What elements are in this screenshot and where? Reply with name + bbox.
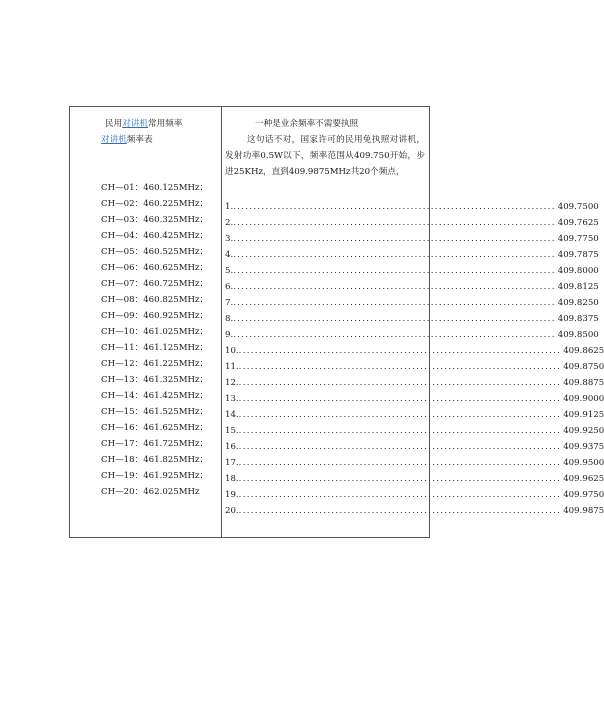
frequency-number: 13.	[225, 394, 239, 404]
channel-item: CH—11：461.125MHz；	[101, 343, 209, 353]
column-divider	[221, 106, 222, 538]
dot-leader: ................................................................................	[233, 234, 556, 244]
frequency-value: 409.7500	[557, 202, 599, 212]
frequency-item	[225, 423, 604, 439]
channel-item: CH—19：461.925MHz；	[101, 471, 209, 481]
frequency-number: 20.	[225, 506, 239, 516]
channel-item: CH—16：461.625MHz；	[101, 423, 209, 433]
channel-item: CH—06：460.625MHz；	[101, 263, 209, 273]
dot-leader: ................................................................................	[233, 266, 556, 276]
frequency-number: 15.	[225, 426, 239, 436]
frequency-value: 409.9500	[563, 458, 604, 468]
dot-leader: ................................................................................	[233, 202, 556, 212]
frequency-item	[225, 279, 599, 295]
left-column	[101, 116, 217, 500]
frequency-item	[225, 471, 604, 487]
frequency-item	[225, 327, 599, 343]
channel-item: CH—20：462.025MHz	[101, 487, 200, 497]
frequency-number: 2.	[225, 218, 234, 228]
channel-item: CH—17：461.725MHz；	[101, 439, 209, 449]
frequency-number: 6.	[225, 282, 234, 292]
frequency-item	[225, 503, 604, 519]
dot-leader: ................................................................................	[233, 330, 556, 340]
frequency-item	[225, 343, 604, 359]
channel-item: CH—14：461.425MHz；	[101, 391, 209, 401]
frequency-number: 16.	[225, 442, 239, 452]
dot-leader: ................................................................................	[238, 426, 562, 436]
frequency-number: 11.	[225, 362, 239, 372]
channel-item: CH—09：460.925MHz；	[101, 311, 209, 321]
dot-leader: ................................................................................	[238, 490, 562, 500]
frequency-number: 4.	[225, 250, 234, 260]
channel-item: CH—15：461.525MHz；	[101, 407, 209, 417]
frequency-list	[225, 199, 604, 519]
left-heading: 民用对讲机常用频率	[105, 119, 183, 129]
channel-item: CH—04：460.425MHz；	[101, 231, 209, 241]
frequency-item	[225, 455, 604, 471]
frequency-value: 409.8250	[557, 298, 599, 308]
channel-item: CH—18：461.825MHz；	[101, 455, 209, 465]
frequency-value: 409.8125	[557, 282, 599, 292]
channel-item: CH—07：460.725MHz；	[101, 279, 209, 289]
frequency-value: 409.9375	[563, 442, 604, 452]
frequency-value: 409.9750	[563, 490, 604, 500]
frequency-item	[225, 215, 599, 231]
channel-item: CH—08：460.825MHz；	[101, 295, 209, 305]
frequency-value: 409.9000	[563, 394, 604, 404]
channel-item: CH—03：460.325MHz；	[101, 215, 209, 225]
frequency-item	[225, 247, 599, 263]
right-title: 一种是业余频率不需要执照	[255, 119, 359, 129]
dot-leader: ................................................................................	[233, 314, 556, 324]
frequency-item	[225, 439, 604, 455]
channel-item: CH—05：460.525MHz；	[101, 247, 209, 257]
dot-leader: ................................................................................	[238, 410, 562, 420]
right-column	[225, 116, 425, 180]
frequency-number: 7.	[225, 298, 234, 308]
frequency-value: 409.7750	[557, 234, 599, 244]
frequency-item	[225, 407, 604, 423]
frequency-number: 1.	[225, 202, 234, 212]
frequency-value: 409.8875	[563, 378, 604, 388]
dot-leader: ................................................................................	[238, 458, 562, 468]
channel-item: CH—10：461.025MHz；	[101, 327, 209, 337]
frequency-item	[225, 263, 599, 279]
dot-leader: ................................................................................	[238, 346, 562, 356]
dot-leader: ................................................................................	[233, 298, 556, 308]
frequency-value: 409.8375	[557, 314, 599, 324]
channel-item: CH—02：460.225MHz；	[101, 199, 209, 209]
dot-leader: ................................................................................	[238, 442, 562, 452]
walkie-talkie-link[interactable]: 对讲机	[122, 119, 148, 129]
frequency-number: 12.	[225, 378, 239, 388]
dot-leader: ................................................................................	[238, 474, 562, 484]
frequency-number: 19.	[225, 490, 239, 500]
frequency-item	[225, 199, 599, 215]
frequency-item	[225, 311, 599, 327]
frequency-number: 8.	[225, 314, 234, 324]
frequency-item	[225, 487, 604, 503]
frequency-number: 9.	[225, 330, 234, 340]
right-paragraph: 这句话不对，国家许可的民用免执照对讲机，发射功率0.5W以下，频率范围从409.750开始，步进25KHz，直到409.9875MHz共20个频点，	[225, 135, 425, 177]
channel-item: CH—13：461.325MHz；	[101, 375, 209, 385]
left-subheading: 对讲机频率表	[101, 135, 153, 145]
frequency-item	[225, 391, 604, 407]
frequency-value: 409.7875	[557, 250, 599, 260]
frequency-value: 409.9875	[563, 506, 604, 516]
walkie-talkie-link-2[interactable]: 对讲机	[101, 135, 127, 145]
channel-item: CH—12：461.225MHz；	[101, 359, 209, 369]
dot-leader: ................................................................................	[238, 394, 562, 404]
channel-item: CH—01：460.125MHz；	[101, 183, 209, 193]
frequency-value: 409.9125	[563, 410, 604, 420]
frequency-value: 409.8500	[557, 330, 599, 340]
frequency-value: 409.7625	[557, 218, 599, 228]
frequency-number: 18.	[225, 474, 239, 484]
frequency-number: 17.	[225, 458, 239, 468]
frequency-item	[225, 295, 599, 311]
dot-leader: ................................................................................	[233, 218, 556, 228]
frequency-number: 5.	[225, 266, 234, 276]
frequency-item	[225, 359, 604, 375]
frequency-item	[225, 375, 604, 391]
channel-list	[101, 180, 217, 500]
dot-leader: ................................................................................	[233, 282, 556, 292]
dot-leader: ................................................................................	[238, 506, 562, 516]
frequency-value: 409.8625	[563, 346, 604, 356]
dot-leader: ................................................................................	[238, 378, 562, 388]
frequency-value: 409.9625	[563, 474, 604, 484]
dot-leader: ................................................................................	[233, 250, 556, 260]
frequency-value: 409.9250	[563, 426, 604, 436]
frequency-number: 10.	[225, 346, 239, 356]
frequency-value: 409.8750	[563, 362, 604, 372]
frequency-value: 409.8000	[557, 266, 599, 276]
dot-leader: ................................................................................	[238, 362, 562, 372]
frequency-number: 3.	[225, 234, 234, 244]
frequency-item	[225, 231, 599, 247]
frequency-number: 14.	[225, 410, 239, 420]
